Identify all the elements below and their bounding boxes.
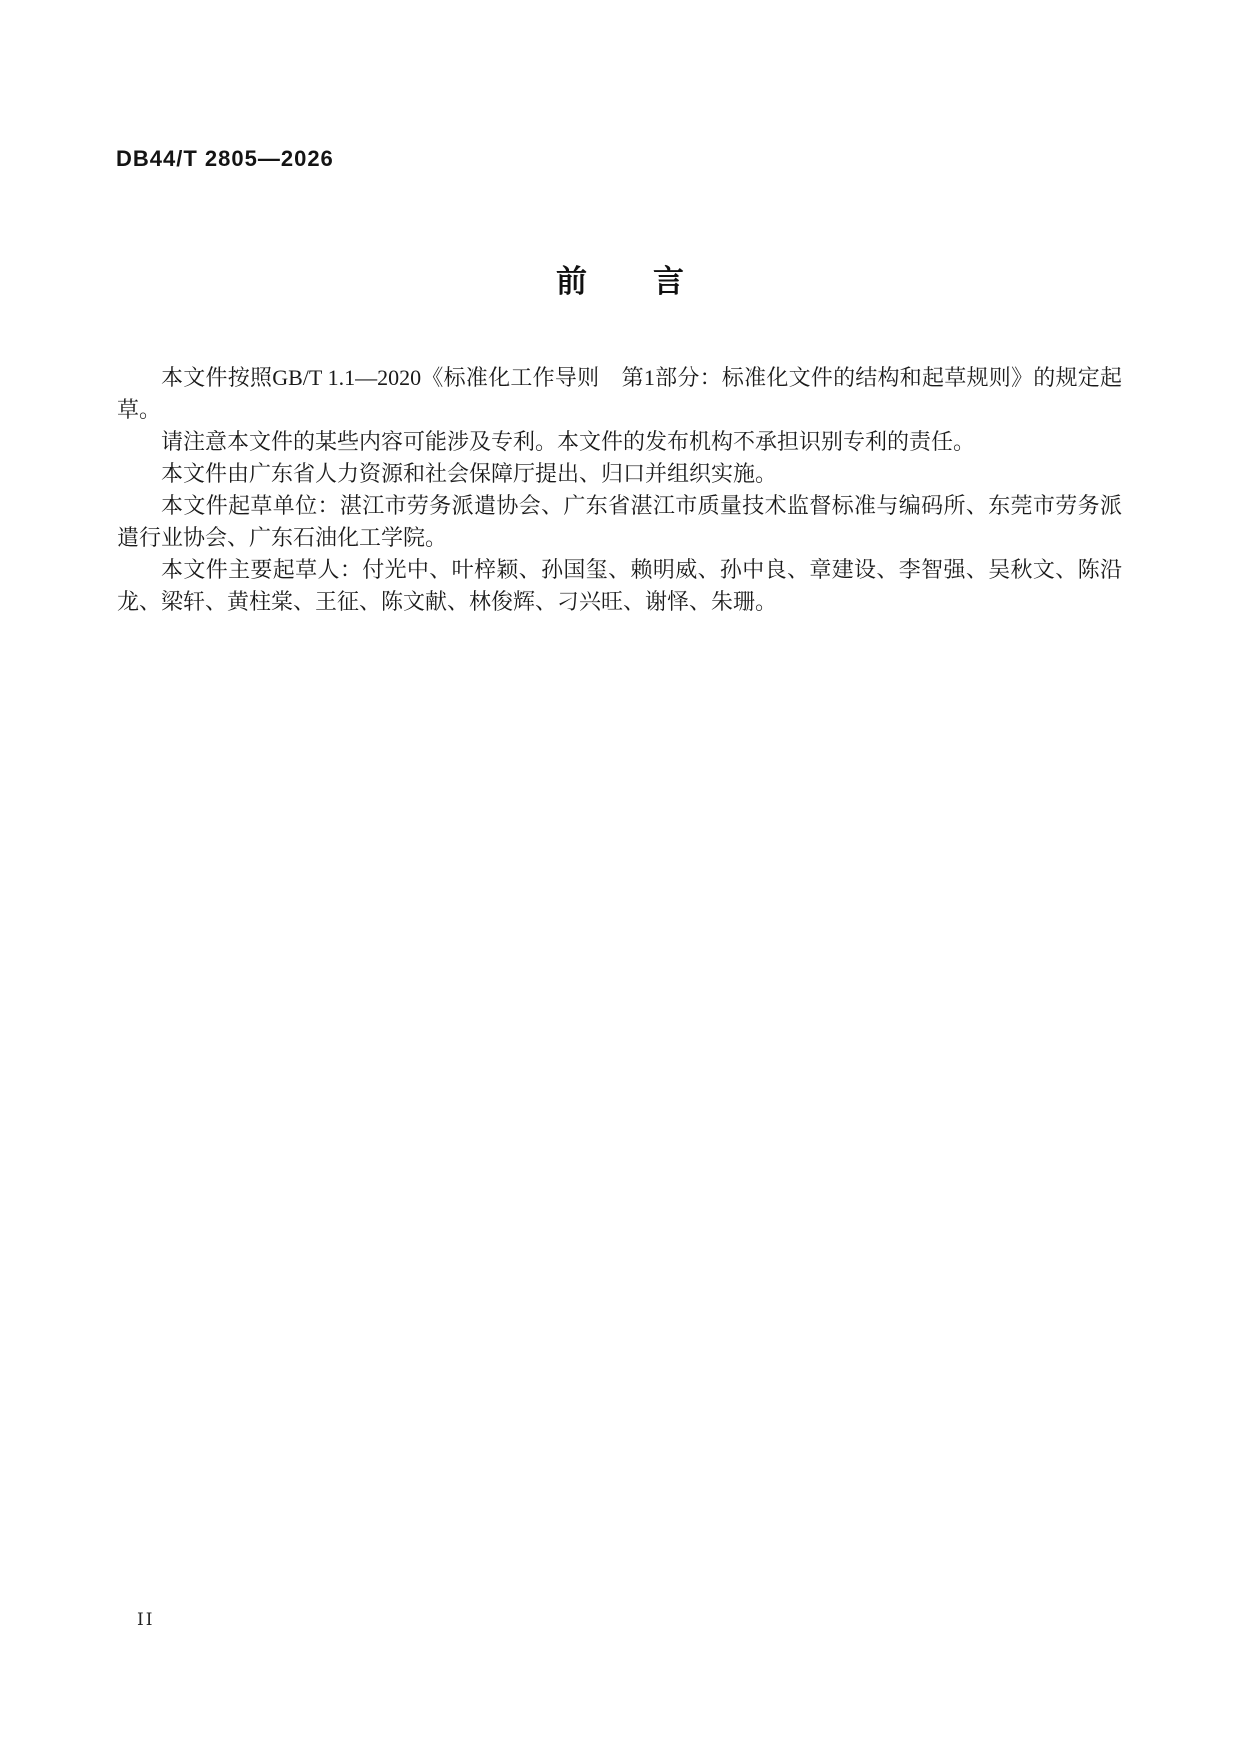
para-patent-notice: 请注意本文件的某些内容可能涉及专利。本文件的发布机构不承担识别专利的责任。 <box>161 429 976 454</box>
foreword-title <box>0 256 1240 301</box>
foreword-title-char-left: 前 <box>556 264 587 299</box>
foreword-body <box>117 362 1122 618</box>
para-drafting-units: 本文件起草单位：湛江市劳务派遣协会、广东省湛江市质量技术监督标准与编码所、东莞市劳务派遣行业协会、广东石油化工学院。 <box>117 493 1122 550</box>
para-proposing-org: 本文件由广东省人力资源和社会保障厅提出、归口并组织实施。 <box>161 461 778 486</box>
standard-doc-number: DB44/T 2805—2026 <box>116 146 334 171</box>
para-main-drafters: 本文件主要起草人：付光中、叶梓颖、孙国玺、赖明威、孙中良、章建设、李智强、吴秋文、陈沿龙、梁轩、黄柱棠、王征、陈文献、林俊辉、刁兴旺、谢怿、朱珊。 <box>117 557 1122 614</box>
foreword-title-char-right: 言 <box>653 264 684 299</box>
para-drafting-basis: 本文件按照GB/T 1.1—2020《标准化工作导则 第1部分：标准化文件的结构和起草规则》的规定起草。 <box>117 365 1122 422</box>
page-number: II <box>137 1610 155 1630</box>
